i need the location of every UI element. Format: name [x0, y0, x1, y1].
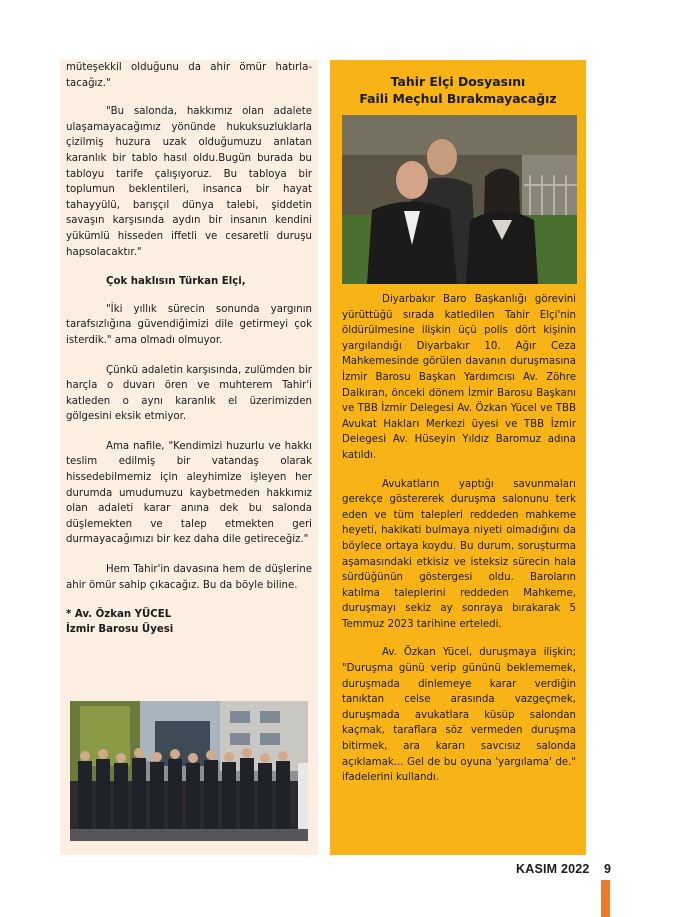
right-paragraph-3: Av. Özkan Yücel, duruşmaya ilişkin; "Duruşma günü verip gününü beklememek, duruşmada dinlemeye karar verdiğin tanıktan celse arasında vazgeçmek, duruşmada avukatlara küsüp salondan kaçmak, taraflara söz vermeden duruşma bitirmek, ara kararı savcısız salonda açıklamak... Gel de bu oyuna 'yargılama' de." ifadelerini kullandı.: [342, 647, 576, 784]
accent-bar: [601, 880, 610, 917]
right-title-line-1: Tahir Elçi Dosyasını: [390, 74, 526, 89]
left-paragraph-4: Çünkü adaletin karşısında, zulümden bir harçla o duvarı ören ve muhterem Tahir'i katleden o aynı karanlık el üzerimizden gölgesini eksik etmiyor.: [66, 364, 312, 423]
issue-date: KASIM 2022: [516, 862, 590, 876]
right-paragraph-1: Diyarbakır Baro Başkanlığı görevini yürüttüğü sırada katledilen Tahir Elçi'nin öldürülmesine ilişkin üçü polis dört kişinin yargılandığı Diyarbakır 10. Ağır Ceza Mahkemesinde görülen davanın duruşmasına İzmir Barosu Başkan Yardımcısı Av. Zöhre Dalkıran, önceki dönem İzmir Barosu Başkanı ve TBB İzmir Delegesi Av. Özkan Yücel ve TBB Avukat Hakları Merkezi üyesi ve TBB İzmir Delegesi Av. Hüseyin Yıldız Baromuz adına katıldı.: [342, 294, 576, 461]
left-paragraph-5: Ama nafile, "Kendimizi huzurlu ve hakkı teslim edilmiş bir vatandaş olarak hissedebilmemiz için aleyhimize işleyen her durumda umudumuzu kaybetmeden hakkımız olan adaleti karar anına dek bu salonda düşlemekten ve talep etmekten geri durmayacağımızı bir kez daha dile getireceğiz.": [66, 440, 312, 546]
right-article-column: [342, 292, 576, 799]
left-paragraph-1: müteşekkil olduğunu da ahir ömür hatırla-tacağız.": [66, 62, 312, 89]
lawyers-courtroom-photo: [342, 115, 577, 284]
author-signature: [66, 607, 312, 637]
left-subheading: Çok haklısın Türkan Elçi,: [106, 276, 246, 288]
left-paragraph-3: "İki yıllık sürecin sonunda yargının tarafsızlığına güvendiğimizi dile getirmeyi çok isterdik." ama olmadı olmuyor.: [66, 303, 312, 346]
author-name: * Av. Özkan YÜCEL: [66, 609, 172, 621]
left-paragraph-2: "Bu salonda, hakkımız olan adalete ulaşamayacağımız yönünde hukuksuzluklarla çizilmiş huzura uzak olduğumuzu anlatan karanlık bir tablo hasıl oldu.Bugün burada bu tabloyu tarife çalışıyoruz. Bu tabloya bir toplumun beklentileri, insanca bir hayat tahayyülü, barışçıl dünya talebi, şiddetin savaşın karşısında aydın bir insanın kendini yükümlü hisseden iffetli ve cesaretli duruşu hapsolacaktır.": [66, 106, 312, 258]
group-photo-outside-courthouse: [70, 701, 308, 841]
author-title: İzmir Barosu Üyesi: [66, 624, 174, 636]
page-number: 9: [604, 862, 611, 876]
right-title-line-2: Faili Meçhul Bırakmayacağız: [359, 91, 557, 106]
left-article-column: [66, 60, 312, 647]
right-article-title: [330, 73, 586, 107]
right-paragraph-2: Avukatların yaptığı savunmaları gerekçe göstererek duruşma salonunu terk eden ve tüm talepleri reddeden mahkeme heyeti, hakikati bulmaya niyeti olmadığını da böylece ortaya koydu. Bu durum, soruşturma aşamasındaki etkisiz ve isteksiz sürecin hala sürdüğünün göstergesi oldu. Baroların katılma taleplerini reddeden Mahkeme, duruşmayı sekiz ay sonraya bırakarak 5 Temmuz 2023 tarihine erteledi.: [342, 478, 576, 630]
left-paragraph-6: Hem Tahir'in davasına hem de düşlerine ahir ömür sahip çıkacağız. Bu da böyle biline.: [66, 564, 312, 591]
